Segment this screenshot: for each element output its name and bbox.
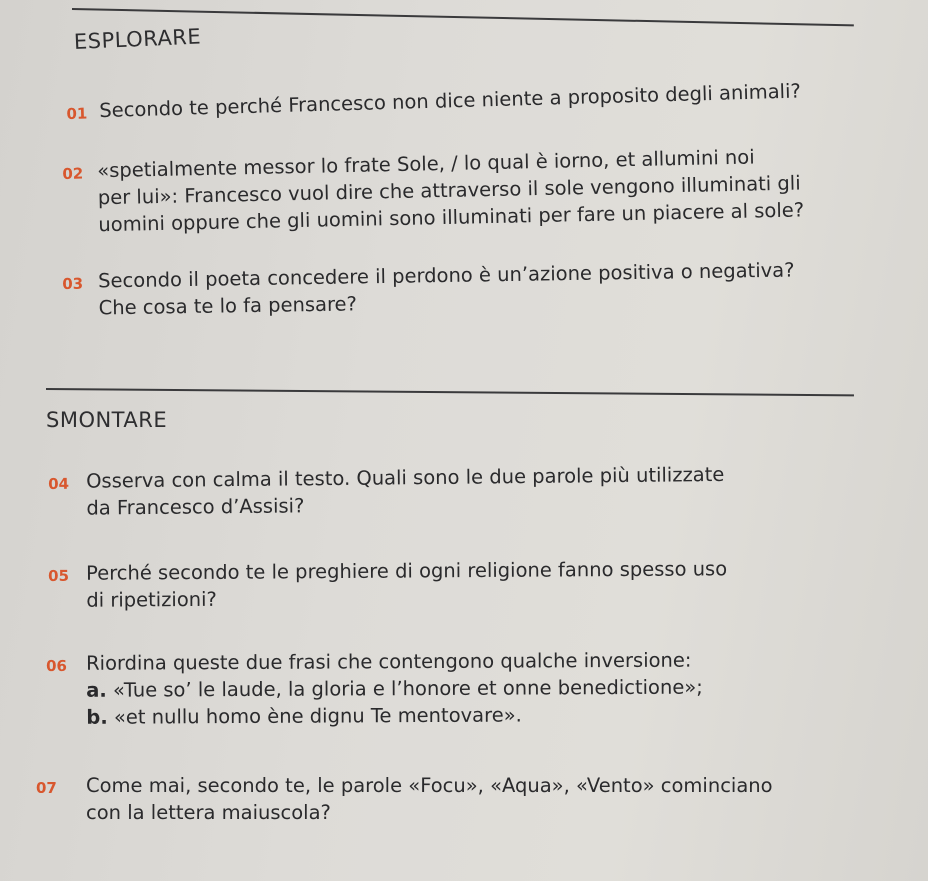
question-number: 02 <box>62 164 84 183</box>
question-text: «spetialmente messor lo frate Sole, / lo qual è iorno, et allumini noi <box>97 145 755 183</box>
question-text: Secondo il poeta concedere il perdono è un’azione positiva o negativa? <box>98 258 795 293</box>
question-text: Perché secondo te le preghiere di ogni religione fanno spesso uso <box>86 557 728 585</box>
option-b <box>86 701 703 731</box>
question-number: 01 <box>66 104 88 123</box>
question-number: 04 <box>48 474 70 493</box>
section-divider-smontare <box>46 388 854 396</box>
question-text: Riordina queste due frasi che contengono qualche inversione: <box>86 648 692 675</box>
section-title-esplorare: ESPLORARE <box>73 24 202 54</box>
option-label: a. <box>86 678 107 702</box>
question-text: uomini oppure che gli uomini sono illuminati per fare un piacere al sole? <box>98 198 805 237</box>
question-number: 06 <box>46 656 68 675</box>
question-text: per lui»: Francesco vuol dire che attraverso il sole vengono illuminati gli <box>97 171 801 210</box>
option-label: b. <box>86 705 108 729</box>
question-number: 05 <box>48 566 70 585</box>
question-text: Secondo te perché Francesco non dice niente a proposito degli animali? <box>99 79 802 123</box>
question-number: 03 <box>62 274 84 293</box>
question-text: Che cosa te lo fa pensare? <box>98 292 358 320</box>
question-text: Come mai, secondo te, le parole «Focu», «Aqua», «Vento» cominciano <box>86 774 773 797</box>
question-text: da Francesco d’Assisi? <box>86 494 305 520</box>
option-a <box>86 674 703 704</box>
question-text: Osserva con calma il testo. Quali sono le due parole più utilizzate <box>86 462 725 493</box>
section-title-smontare: SMONTARE <box>46 408 168 432</box>
option-text: «Tue so’ le laude, la gloria e l’honore et onne benedictione»; <box>112 675 703 702</box>
section-divider-esplorare <box>72 8 854 26</box>
option-text: «et nullu homo ène dignu Te mentovare». <box>113 703 522 729</box>
question-text: di ripetizioni? <box>86 587 217 612</box>
question-text: con la lettera maiuscola? <box>86 801 331 824</box>
question-number: 07 <box>36 779 57 797</box>
